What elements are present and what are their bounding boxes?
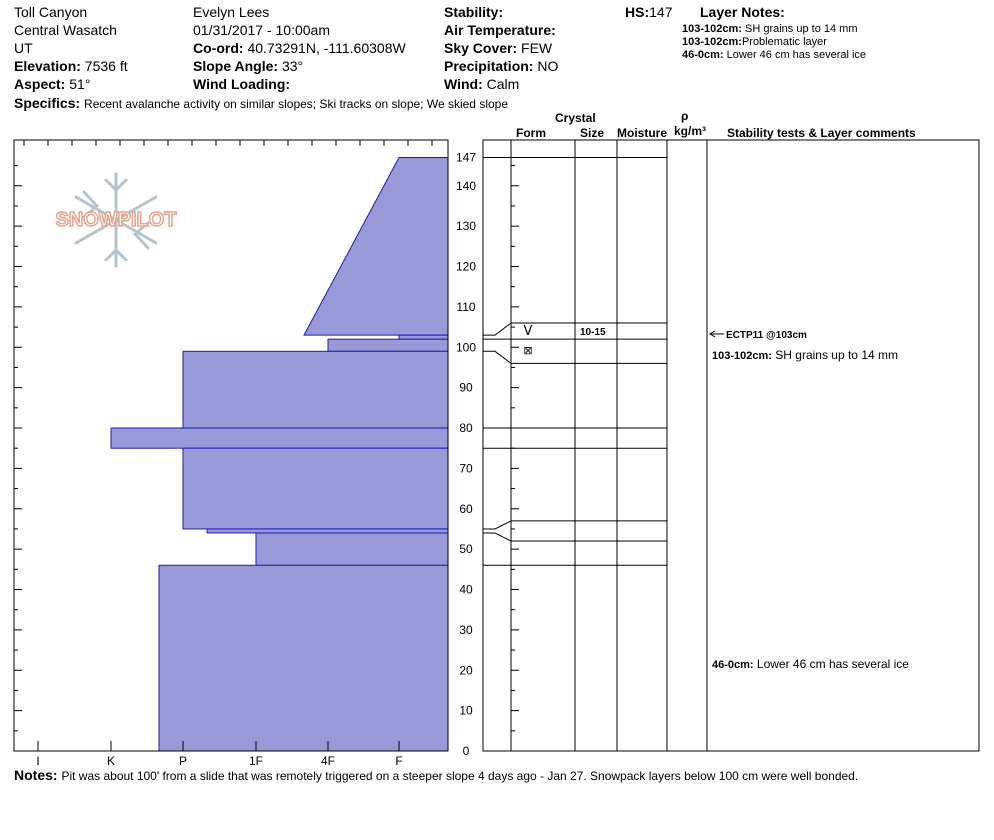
hardness-layer-2 bbox=[328, 339, 448, 351]
specifics: Specifics: Recent avalanche activity on similar slopes; Ski tracks on slope; We skied slope bbox=[14, 95, 509, 111]
form-symbol-faceted: ⊠ bbox=[523, 343, 533, 357]
y-tick-label-130: 130 bbox=[455, 219, 477, 234]
hardness-layer-4 bbox=[111, 428, 448, 448]
form-header: Form bbox=[516, 126, 546, 140]
hardness-layers bbox=[111, 158, 448, 751]
hardness-layer-6 bbox=[207, 529, 448, 533]
layer-note-3: 46-0cm: Lower 46 cm has several ice bbox=[682, 49, 867, 61]
coordinates: Co-ord: 40.73291N, -111.60308W bbox=[193, 40, 406, 56]
hardness-layer-5 bbox=[183, 448, 448, 529]
comments bbox=[710, 330, 909, 671]
x-tick-label-P: P bbox=[178, 754, 188, 768]
hardness-layer-8 bbox=[159, 565, 448, 751]
comment-46-0: 46-0cm: Lower 46 cm has several ice bbox=[712, 657, 909, 671]
rho-header: ρ bbox=[681, 109, 689, 123]
x-tick-label-I: I bbox=[36, 754, 40, 768]
hardness-layer-3 bbox=[183, 351, 448, 428]
state: UT bbox=[14, 40, 33, 56]
stability: Stability: bbox=[444, 4, 504, 20]
logo-text: SNOWPILOT bbox=[55, 209, 177, 231]
location: Toll Canyon bbox=[14, 4, 88, 20]
precipitation: Precipitation: NO bbox=[444, 58, 559, 74]
notes: Notes: Pit was about 100' from a slide that was remotely triggered on a steeper slope 4 days ago - Jan 27. Snowpack layers below 100 cm were well bonded. bbox=[14, 767, 859, 783]
hardness-layer-0 bbox=[304, 158, 448, 336]
y-tick-label-70: 70 bbox=[459, 461, 473, 476]
layer-note-1: 103-102cm: SH grains up to 14 mm bbox=[682, 23, 858, 35]
x-tick-label-K: K bbox=[106, 754, 116, 768]
y-tick-label-10: 10 bbox=[459, 703, 473, 718]
stability-test: ECTP11 @103cm bbox=[726, 329, 807, 341]
y-tick-label-20: 20 bbox=[459, 663, 473, 678]
form-symbol-surface-hoar: V bbox=[523, 323, 533, 339]
connector-54 bbox=[483, 533, 511, 541]
y-tick-label-120: 120 bbox=[455, 259, 477, 274]
elevation: Elevation: 7536 ft bbox=[14, 58, 128, 74]
aspect: Aspect: 51° bbox=[14, 76, 91, 92]
y-tick-label-80: 80 bbox=[459, 421, 473, 436]
snow-height: HS:147 bbox=[625, 4, 673, 20]
y-tick-label-0: 0 bbox=[462, 744, 470, 758]
y-tick-label-30: 30 bbox=[459, 622, 473, 637]
slope-angle: Slope Angle: 33° bbox=[193, 58, 304, 74]
y-tick-label-90: 90 bbox=[459, 380, 473, 395]
wind-loading: Wind Loading: bbox=[193, 76, 291, 92]
size-header: Size bbox=[580, 126, 605, 140]
y-tick-label-147: 147 bbox=[455, 150, 477, 165]
datetime: 01/31/2017 - 10:00am bbox=[193, 22, 330, 38]
connector-99 bbox=[483, 351, 511, 363]
size-value: 10-15 bbox=[580, 326, 606, 338]
x-tick-label-1F: 1F bbox=[248, 754, 264, 768]
y-tick-label-50: 50 bbox=[459, 542, 473, 557]
moisture-header: Moisture bbox=[617, 126, 668, 140]
x-tick-label-4F: 4F bbox=[320, 754, 336, 768]
observer: Evelyn Lees bbox=[193, 4, 270, 20]
y-tick-label-140: 140 bbox=[455, 178, 477, 193]
range: Central Wasatch bbox=[14, 22, 117, 38]
air-temperature: Air Temperature: bbox=[444, 22, 556, 38]
snowpilot-logo bbox=[55, 174, 176, 266]
connector-103 bbox=[483, 323, 511, 335]
hardness-layer-1 bbox=[399, 335, 448, 339]
wind: Wind: Calm bbox=[444, 76, 520, 92]
y-tick-label-110: 110 bbox=[456, 299, 476, 314]
hardness-layer-7 bbox=[256, 533, 448, 565]
x-tick-label-F: F bbox=[395, 754, 403, 768]
comment-103-102: 103-102cm: SH grains up to 14 mm bbox=[712, 348, 898, 362]
crystal-header: Crystal bbox=[555, 111, 596, 125]
comments-header: Stability tests & Layer comments bbox=[727, 126, 916, 140]
sky-cover: Sky Cover: FEW bbox=[444, 40, 553, 56]
y-tick-label-40: 40 bbox=[459, 582, 473, 597]
layer-note-2: 103-102cm:Problematic layer bbox=[682, 36, 827, 48]
connector-55 bbox=[483, 521, 511, 529]
density-unit-header: kg/m³ bbox=[674, 124, 707, 138]
layer-notes-title: Layer Notes: bbox=[700, 4, 785, 20]
y-tick-label-60: 60 bbox=[459, 501, 473, 516]
y-tick-label-100: 100 bbox=[455, 340, 477, 355]
